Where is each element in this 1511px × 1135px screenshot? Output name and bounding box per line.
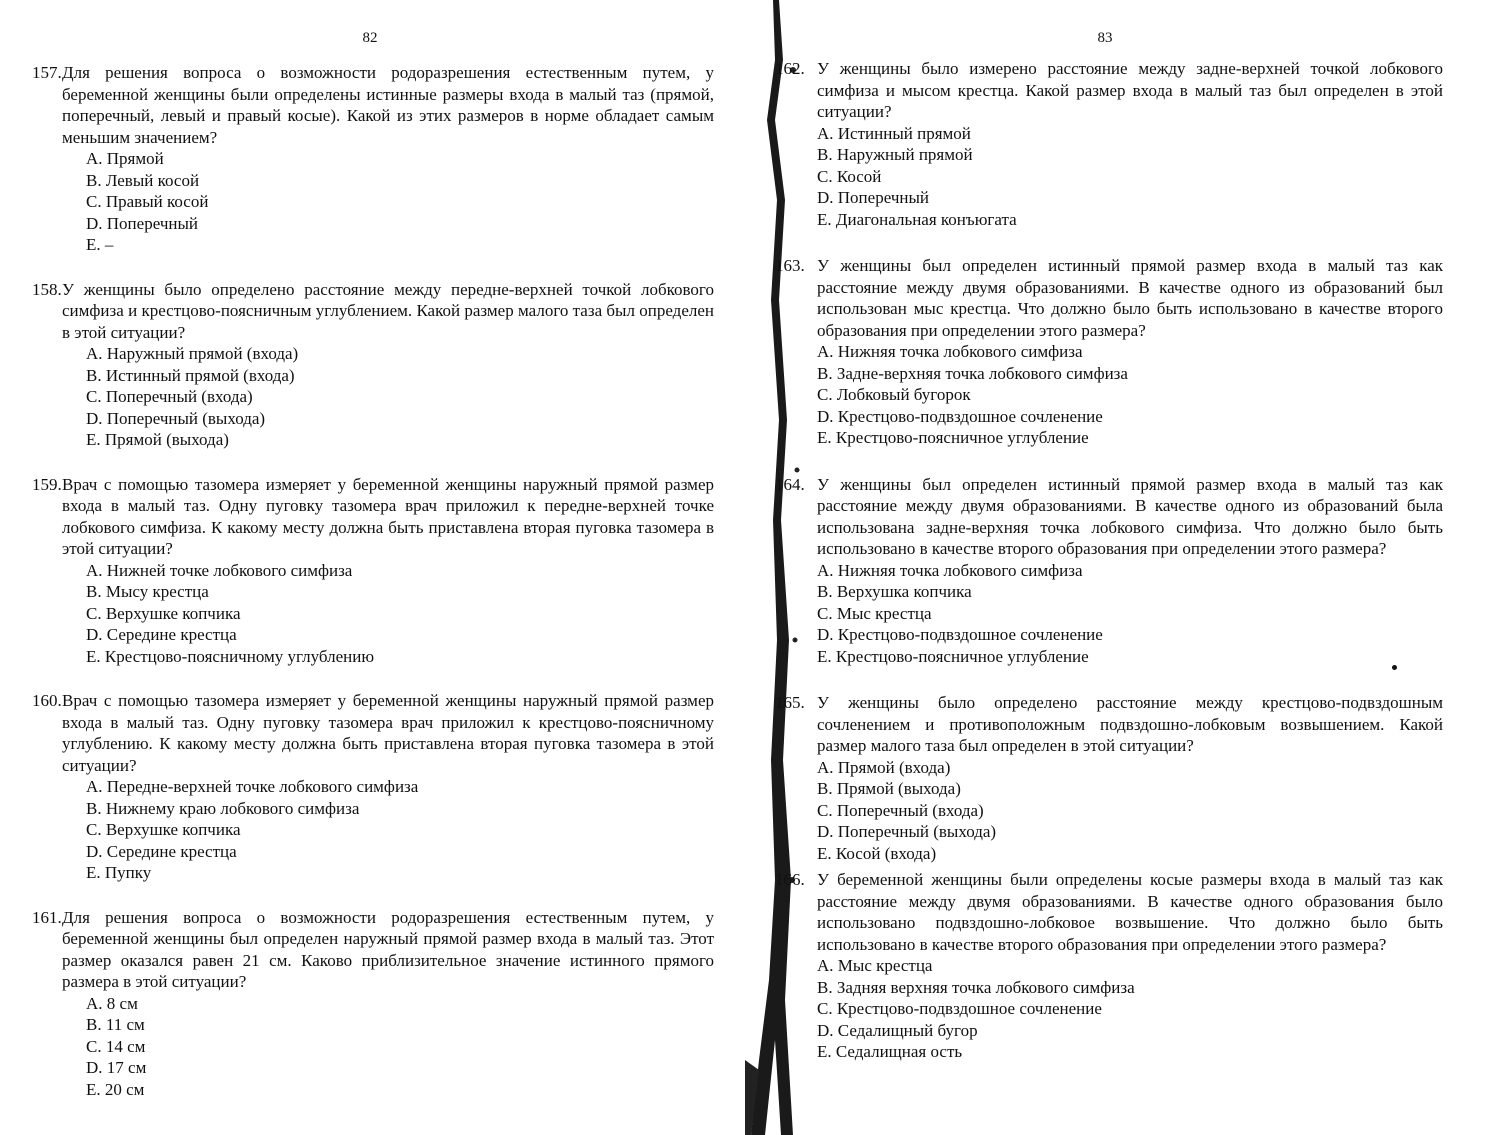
answer-option-e: E. Крестцово-поясничное углубление [817,428,1089,447]
question-number: 162. [775,59,805,78]
question-160 [32,690,714,884]
answer-option-c: C. Поперечный (входа) [817,800,984,820]
answer-option-b: B. Прямой (выхода) [817,779,961,798]
answer-option-b: B. Мысу крестца [86,582,209,601]
answer-option-a: A. Истинный прямой [817,123,971,143]
answer-options [86,148,714,256]
answer-options [86,993,714,1101]
answer-option-e: E. Крестцово-поясничное углубление [817,646,1089,666]
answer-option-d: D. Крестцово-подвздошное сочленение [817,625,1103,644]
answer-option-e: E. Диагональная конъюгата [817,209,1017,229]
question-number: 164. [775,474,805,494]
answer-option-e: E. Прямой (выхода) [86,430,229,449]
answer-option-a: A. Нижняя точка лобкового симфиза [817,342,1083,361]
question-165 [775,692,1443,864]
question-162 [775,58,1443,230]
answer-option-a: A. Передне-верхней точке лобкового симфиза [86,777,419,796]
answer-option-a: A. Нижняя точка лобкового симфиза [817,560,1083,580]
question-number: 159. [32,474,62,494]
left-page [0,0,755,1135]
question-number: 158. [32,279,62,299]
answer-options [817,123,1443,231]
question-text: У беременной женщины были определены косые размеры входа в малый таз как расстояние между двумя образованиями. В качестве одного образования было использовано подвздошно-лобковое возвышение. Что должно было быть использовано в качестве второго образования при определении этого размера? [817,870,1443,954]
answer-option-b: B. Задне-верхняя точка лобкового симфиза [817,363,1128,383]
answer-options [817,757,1443,865]
answer-option-c: C. Лобковый бугорок [817,385,971,404]
question-161 [32,907,714,1101]
answer-option-c: C. Верхушке копчика [86,820,241,839]
question-text: Для решения вопроса о возможности родоразрешения естественным путем, у беременной женщины были определены истинные размеры входа в малый таз (прямой, поперечный, левый и правый косые). Какой из этих размеров в норме обладает самым меньшим значением? [62,63,714,147]
answer-option-a: A. Наружный прямой (входа) [86,344,299,363]
answer-option-c: C. Мыс крестца [817,603,932,623]
question-number: 160. [32,691,62,710]
answer-option-d: D. Середине крестца [86,625,237,644]
question-163 [775,255,1443,449]
answer-option-c: C. Крестцово-подвздошное сочленение [817,999,1102,1018]
answer-option-d: D. Поперечный (выхода) [86,408,266,428]
question-text: У женщины был определен истинный прямой размер входа в малый таз как расстояние между двумя образованиями. В качестве одного из образований был использован мыс крестца. Что должно было быть использовано в качестве второго образования при определении этого размера? [817,256,1443,340]
question-text: У женщины было определено расстояние между крестцово-подвздошным сочленением и противоположным подвздошно-лобковым возвышением. Какой размер малого таза был определен в этой ситуации? [817,693,1443,755]
answer-option-e: E. Крестцово-поясничному углублению [86,646,375,666]
answer-option-a: A. 8 см [86,993,138,1013]
answer-option-c: C. Косой [817,166,882,186]
answer-option-c: C. Правый косой [86,192,209,211]
question-number: 161. [32,907,62,927]
answer-option-d: D. Середине крестца [86,841,237,861]
answer-option-b: B. Наружный прямой [817,145,973,164]
stray-dot [1392,665,1397,670]
answer-options [86,343,714,451]
answer-option-b: B. 11 см [86,1015,145,1034]
question-164 [775,474,1443,668]
answer-option-a: A. Прямой (входа) [817,757,951,777]
answer-options [86,560,714,668]
answer-option-d: D. Поперечный [817,188,929,207]
answer-option-b: B. Истинный прямой (входа) [86,365,295,385]
question-157 [32,62,714,256]
answer-options [817,341,1443,449]
answer-option-e: E. Пупку [86,863,152,882]
page-number: 82 [362,30,378,46]
answer-option-c: C. Поперечный (входа) [86,387,253,406]
question-158 [32,279,714,451]
question-list [32,62,714,1100]
answer-option-e: E. Косой (входа) [817,843,937,863]
answer-options [86,776,714,884]
page-number: 83 [1097,30,1113,46]
answer-option-c: C. Верхушке копчика [86,603,241,623]
answer-option-d: D. Поперечный (выхода) [817,822,997,841]
answer-option-c: C. 14 см [86,1036,146,1056]
answer-options [817,560,1443,668]
question-159 [32,474,714,668]
answer-option-a: A. Мыс крестца [817,956,933,975]
answer-option-b: B. Левый косой [86,170,200,190]
answer-option-b: B. Нижнему краю лобкового симфиза [86,798,360,818]
answer-option-b: B. Задняя верхняя точка лобкового симфиза [817,977,1135,997]
answer-options [817,955,1443,1063]
answer-option-d: D. Поперечный [86,213,198,233]
answer-option-e: E. – [86,235,114,254]
answer-option-e: E. 20 см [86,1079,145,1099]
question-text: Врач с помощью тазомера измеряет у беременной женщины наружный прямой размер входа в малый таз. Одну пуговку тазомера врач приложил к крестцово-поясничному углублению. К какому месту должна быть приставлена вторая пуговка тазомера в этой ситуации? [62,691,714,775]
answer-option-e: E. Седалищная ость [817,1042,963,1061]
question-text: Врач с помощью тазомера измеряет у беременной женщины наружный прямой размер входа в малый таз. Одну пуговку тазомера врач приложил к передне-верхней точке лобкового симфиза. К какому месту должна быть приставлена вторая пуговка тазомера в этой ситуации? [62,474,714,558]
question-166 [775,869,1443,1063]
question-number: 165. [775,693,805,712]
question-list [775,58,1443,1063]
answer-option-d: D. 17 см [86,1058,147,1077]
answer-option-d: D. Седалищный бугор [817,1020,978,1040]
answer-option-b: B. Верхушка копчика [817,582,972,601]
question-number: 163. [775,256,805,275]
answer-option-d: D. Крестцово-подвздошное сочленение [817,406,1103,426]
answer-option-a: A. Прямой [86,149,164,168]
question-number: 157. [32,63,62,82]
question-number: 166. [775,870,805,889]
question-text: У женщины было измерено расстояние между задне-верхней точкой лобкового симфиза и мысом крестца. Какой размер входа в малый таз был определен в этой ситуации? [817,59,1443,121]
question-text: У женщины был определен истинный прямой размер входа в малый таз как расстояние между двумя образованиями. В качестве одного из образований была использована задне-верхняя точка лобкового симфиза. Что должно было быть использовано в качестве второго образования при определении этого размера? [817,474,1443,558]
question-text: У женщины было определено расстояние между передне-верхней точкой лобкового симфиза и крестцово-поясничным углублением. Какой размер малого таза был определен в этой ситуации? [62,279,714,342]
question-text: Для решения вопроса о возможности родоразрешения естественным путем, у беременной женщины был определен наружный прямой размер входа в малый таз. Этот размер оказался равен 21 см. Каково приблизительное значение истинного прямого размера в этой ситуации? [62,907,714,991]
answer-option-a: A. Нижней точке лобкового симфиза [86,560,353,580]
right-page [755,0,1511,1135]
